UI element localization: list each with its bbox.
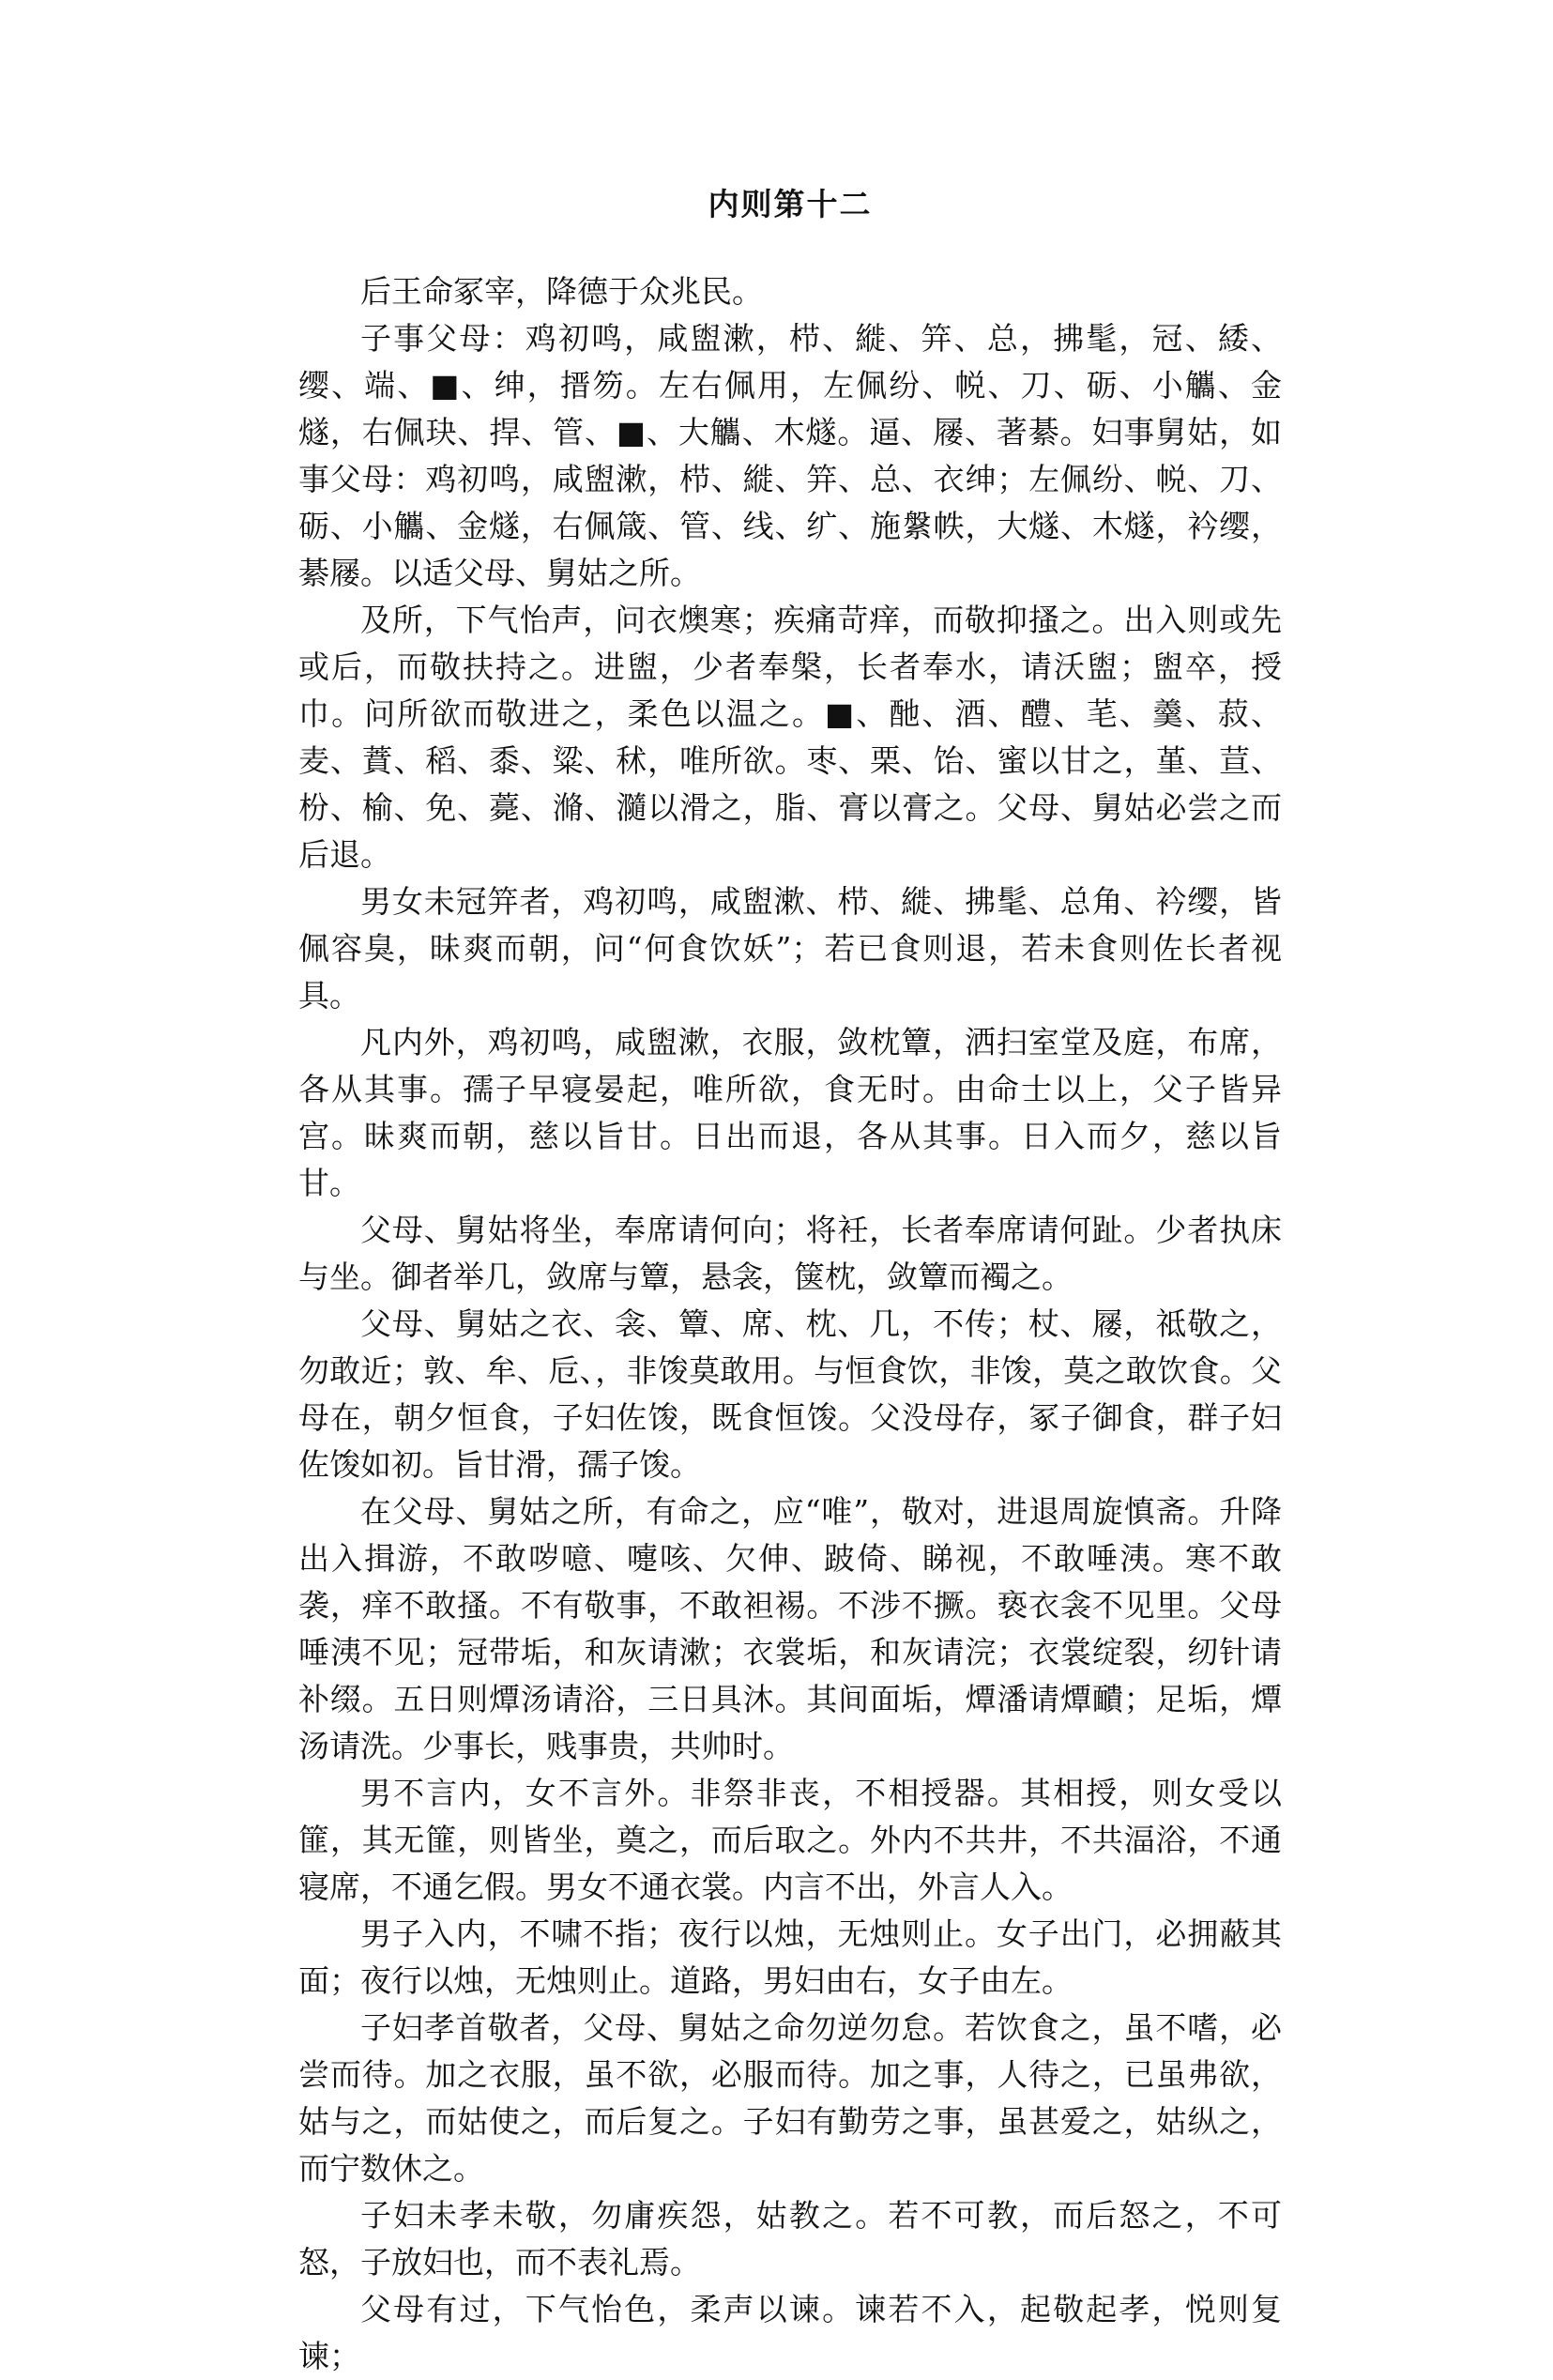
document-page: [298, 184, 1282, 2380]
paragraph: 男子入内，不啸不指；夜行以烛，无烛则止。女子出门，必拥蔽其面；夜行以烛，无烛则止。道路，男妇由右，女子由左。: [298, 1915, 1282, 1999]
paragraph: 子妇未孝未敬，勿庸疾怨，姑教之。若不可教，而后怒之，不可怒，子放妇也，而不表礼焉。: [298, 2197, 1282, 2281]
paragraph: 父母有过，下气怡色，柔声以谏。谏若不入，起敬起孝，悦则复谏；: [298, 2291, 1282, 2374]
paragraph: 及所，下气怡声，问衣燠寒；疾痛苛痒，而敬抑搔之。出入则或先或后，而敬扶持之。进盥，少者奉槃，长者奉水，请沃盥；盥卒，授巾。问所欲而敬进之，柔色以温之。■、酏、酒、醴、芼、羹、菽、麦、蕡、稻、黍、粱、秫，唯所欲。枣、栗、饴、蜜以甘之，堇、荁、枌、榆、免、薧、滫、瀡以滑之，脂、膏以膏之。父母、舅姑必尝之而后退。: [298, 602, 1282, 873]
paragraph: 父母、舅姑之衣、衾、簟、席、枕、几，不传；杖、屦，祗敬之，勿敢近；敦、牟、卮、，非馂莫敢用。与恒食饮，非馂，莫之敢饮食。父母在，朝夕恒食，子妇佐馂，既食恒馂。父没母存，冢子御食，群子妇佐馂如初。旨甘滑，孺子馂。: [298, 1305, 1282, 1483]
paragraph: 男不言内，女不言外。非祭非丧，不相授器。其相授，则女受以篚，其无篚，则皆坐，奠之，而后取之。外内不共井，不共湢浴，不通寝席，不通乞假。男女不通衣裳。内言不出，外言人入。: [298, 1775, 1282, 1905]
paragraph: 子事父母：鸡初鸣，咸盥漱，栉、縰、笄、总，拂髦，冠、緌、缨、端、■、绅，搢笏。左右佩用，左佩纷、帨、刀、砺、小觿、金燧，右佩玦、捍、管、■、大觿、木燧。逼、屦、著綦。妇事舅姑，如事父母：鸡初鸣，咸盥漱，栉、縰、笄、总、衣绅；左佩纷、帨、刀、砺、小觿、金燧，右佩箴、管、线、纩、施縏帙，大燧、木燧，衿缨，綦屦。以适父母、舅姑之所。: [298, 320, 1282, 591]
paragraph: 男女未冠笄者，鸡初鸣，咸盥漱、栉、縰、拂髦、总角、衿缨，皆佩容臭，昧爽而朝，问“何食饮妖”；若已食则退，若未食则佐长者视具。: [298, 883, 1282, 1014]
paragraph: 后王命冢宰，降德于众兆民。: [360, 273, 763, 310]
document-body: [298, 268, 1282, 2380]
paragraph: 凡内外，鸡初鸣，咸盥漱，衣服，敛枕簟，洒扫室堂及庭，布席，各从其事。孺子早寝晏起，唯所欲，食无时。由命士以上，父子皆异宫。昧爽而朝，慈以旨甘。日出而退，各从其事。日入而夕，慈以旨甘。: [298, 1024, 1282, 1201]
paragraph: 在父母、舅姑之所，有命之，应“唯”，敬对，进退周旋慎斋。升降出入揖游，不敢哕噫、嚏咳、欠伸、跛倚、睇视，不敢唾洟。寒不敢袭，痒不敢搔。不有敬事，不敢袒裼。不涉不撅。亵衣衾不见里。父母唾洟不见；冠带垢，和灰请漱；衣裳垢，和灰请浣；衣裳绽裂，纫针请补缀。五日则燂汤请浴，三日具沐。其间面垢，燂潘请燂靧；足垢，燂汤请洗。少事长，贱事贵，共帅时。: [298, 1493, 1282, 1764]
paragraph: 父母、舅姑将坐，奉席请何向；将衽，长者奉席请何趾。少者执床与坐。御者举几，敛席与簟，悬衾，箧枕，敛簟而襡之。: [298, 1212, 1282, 1295]
paragraph: 子妇孝首敬者，父母、舅姑之命勿逆勿怠。若饮食之，虽不嗜，必尝而待。加之衣服，虽不欲，必服而待。加之事，人待之，已虽弗欲，姑与之，而姑使之，而后复之。子妇有勤劳之事，虽甚爱之，姑纵之，而宁数休之。: [298, 2009, 1282, 2187]
document-title: 内则第十二: [708, 186, 873, 222]
